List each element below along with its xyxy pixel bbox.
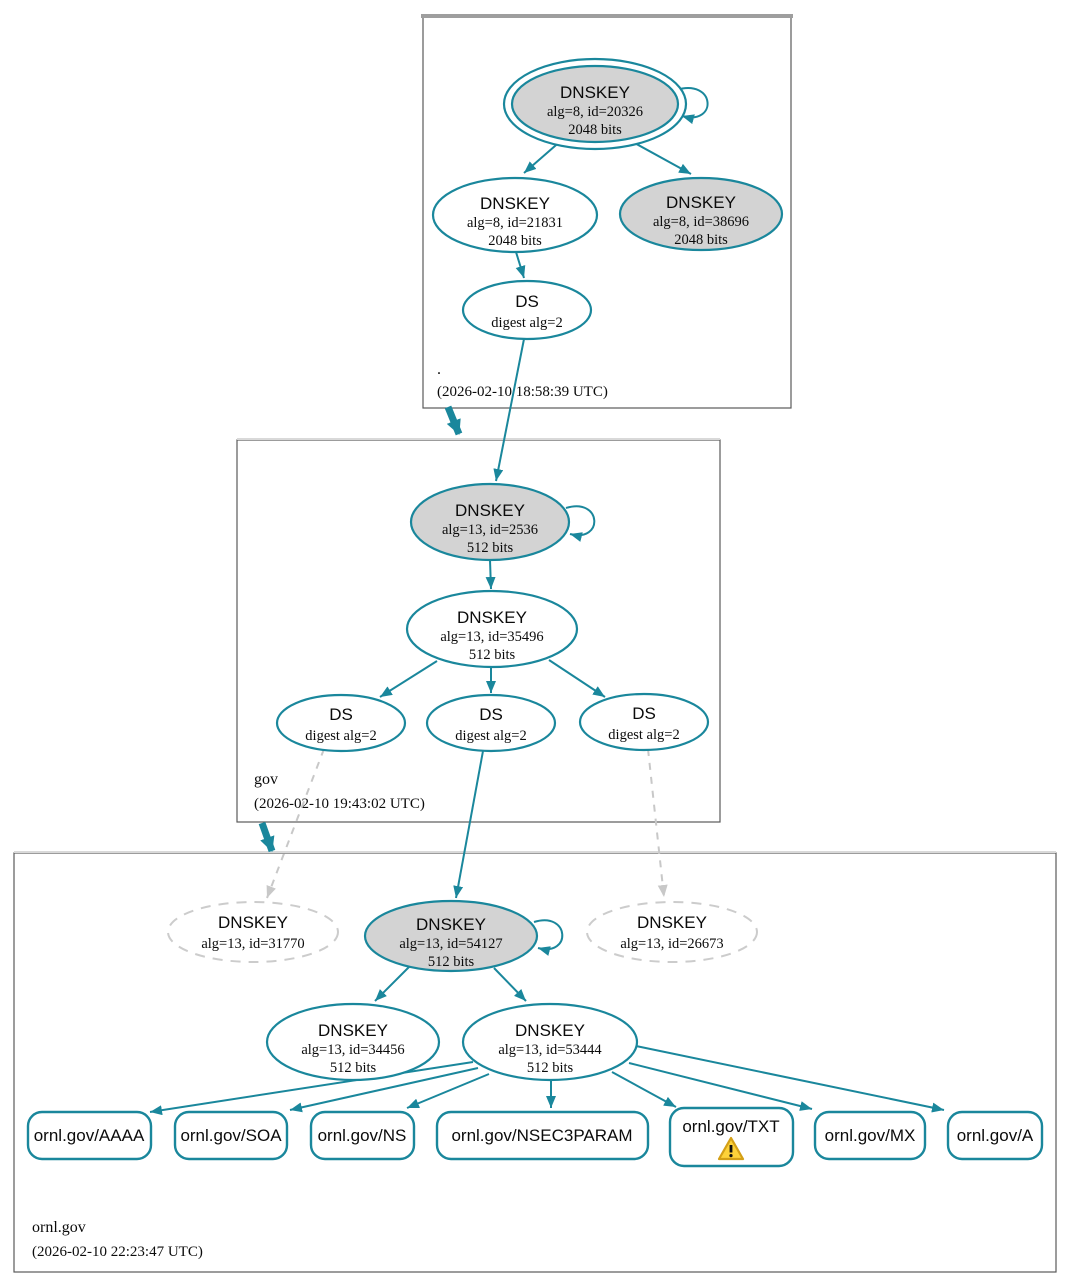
zone-label-gov: gov [254, 771, 278, 788]
dnskey-bits: 2048 bits [674, 232, 728, 248]
rrset-node-ornl-gov-mx[interactable] [815, 1112, 925, 1159]
rrset-label: ornl.gov/TXT [682, 1117, 780, 1136]
rrset-node-ornl-gov-ns[interactable] [311, 1112, 414, 1159]
dnskey-node-20326[interactable] [504, 59, 686, 149]
dnskey-31770-ellipse [168, 902, 338, 962]
rrset-node-ornl-gov-aaaa[interactable] [28, 1112, 151, 1159]
dnskey-title: DNSKEY [480, 194, 550, 213]
dnskey-26673-ellipse [587, 902, 757, 962]
dnskey-alg-id: alg=8, id=21831 [466, 215, 564, 231]
dnskey-alg-id: alg=13, id=53444 [498, 1042, 602, 1058]
dnskey-node-35496[interactable] [407, 591, 577, 667]
zone-timestamp-gov: (2026-02-10 19:43:02 UTC) [254, 796, 425, 812]
ds-node-gov-1[interactable] [277, 695, 405, 751]
rrset-node-ornl-gov-soa[interactable] [175, 1112, 287, 1159]
dnskey-node-54127[interactable] [365, 901, 537, 971]
dnskey-bits: 512 bits [526, 1060, 574, 1076]
rrset-node-ornl-gov-a[interactable] [948, 1112, 1042, 1159]
ds-node-root[interactable] [463, 281, 591, 339]
dnskey-alg-id: alg=13, id=26673 [620, 936, 724, 952]
rrset-node-ornl-gov-nsec3param[interactable] [437, 1112, 648, 1159]
ds-title: DS [632, 704, 656, 723]
dnskey-alg-id: alg=13, id=34456 [301, 1042, 405, 1058]
rrset-label: ornl.gov/MX [824, 1126, 916, 1145]
dnskey-alg-id: alg=13, id=2536 [441, 522, 539, 538]
dnskey-bits: 512 bits [466, 540, 514, 556]
dnskey-title: DNSKEY [455, 501, 525, 520]
dnskey-title: DNSKEY [666, 193, 736, 212]
dnskey-node-2536[interactable] [411, 484, 569, 560]
ds-digest: digest alg=2 [608, 727, 680, 743]
delegation-arrow-root-to-gov [448, 407, 459, 434]
rrset-label: ornl.gov/NSEC3PARAM [451, 1126, 633, 1145]
dnskey-title: DNSKEY [318, 1021, 388, 1040]
missing-dnskey-node-26673[interactable] [587, 902, 757, 962]
delegation-arrow-gov-to-ornl [262, 823, 272, 851]
dnskey-title: DNSKEY [457, 608, 527, 627]
ds-digest: digest alg=2 [305, 728, 377, 744]
rrset-label: ornl.gov/NS [317, 1126, 407, 1145]
dnskey-alg-id: alg=13, id=31770 [201, 936, 305, 952]
edge-gov-ksk-to-zsk [490, 560, 491, 589]
zone-label-ornl: ornl.gov [32, 1219, 86, 1236]
ds-title: DS [479, 705, 503, 724]
dnskey-alg-id: alg=8, id=20326 [546, 104, 644, 120]
dnskey-bits: 2048 bits [568, 122, 622, 138]
dnskey-node-21831[interactable] [433, 178, 597, 252]
rrset-label: ornl.gov/SOA [180, 1126, 282, 1145]
ds-title: DS [329, 705, 353, 724]
ds-digest: digest alg=2 [491, 315, 563, 331]
dnskey-bits: 512 bits [468, 647, 516, 663]
dnskey-bits: 512 bits [329, 1060, 377, 1076]
ds-node-gov-2[interactable] [427, 695, 555, 751]
missing-dnskey-node-31770[interactable] [168, 902, 338, 962]
rrset-label: ornl.gov/A [956, 1126, 1034, 1145]
zone-timestamp-root: (2026-02-10 18:58:39 UTC) [437, 384, 608, 400]
dnskey-alg-id: alg=13, id=54127 [399, 936, 503, 952]
dnskey-title: DNSKEY [637, 913, 707, 932]
rrset-node-ornl-gov-txt[interactable] [670, 1108, 793, 1166]
dnskey-node-38696[interactable] [620, 178, 782, 250]
dnskey-node-53444[interactable] [463, 1004, 637, 1080]
zone-label-root: . [437, 361, 441, 378]
zone-timestamp-ornl: (2026-02-10 22:23:47 UTC) [32, 1244, 203, 1260]
dnskey-title: DNSKEY [218, 913, 288, 932]
ds-title: DS [515, 292, 539, 311]
dnskey-bits: 2048 bits [488, 233, 542, 249]
ds-digest: digest alg=2 [455, 728, 527, 744]
dnskey-title: DNSKEY [560, 83, 630, 102]
dnskey-title: DNSKEY [515, 1021, 585, 1040]
dnskey-alg-id: alg=8, id=38696 [652, 214, 750, 230]
dnskey-alg-id: alg=13, id=35496 [440, 629, 544, 645]
dnskey-node-34456[interactable] [267, 1004, 439, 1080]
rrset-label: ornl.gov/AAAA [33, 1126, 145, 1145]
ds-node-gov-3[interactable] [580, 694, 708, 750]
dnskey-bits: 512 bits [427, 954, 475, 970]
dnskey-title: DNSKEY [416, 915, 486, 934]
